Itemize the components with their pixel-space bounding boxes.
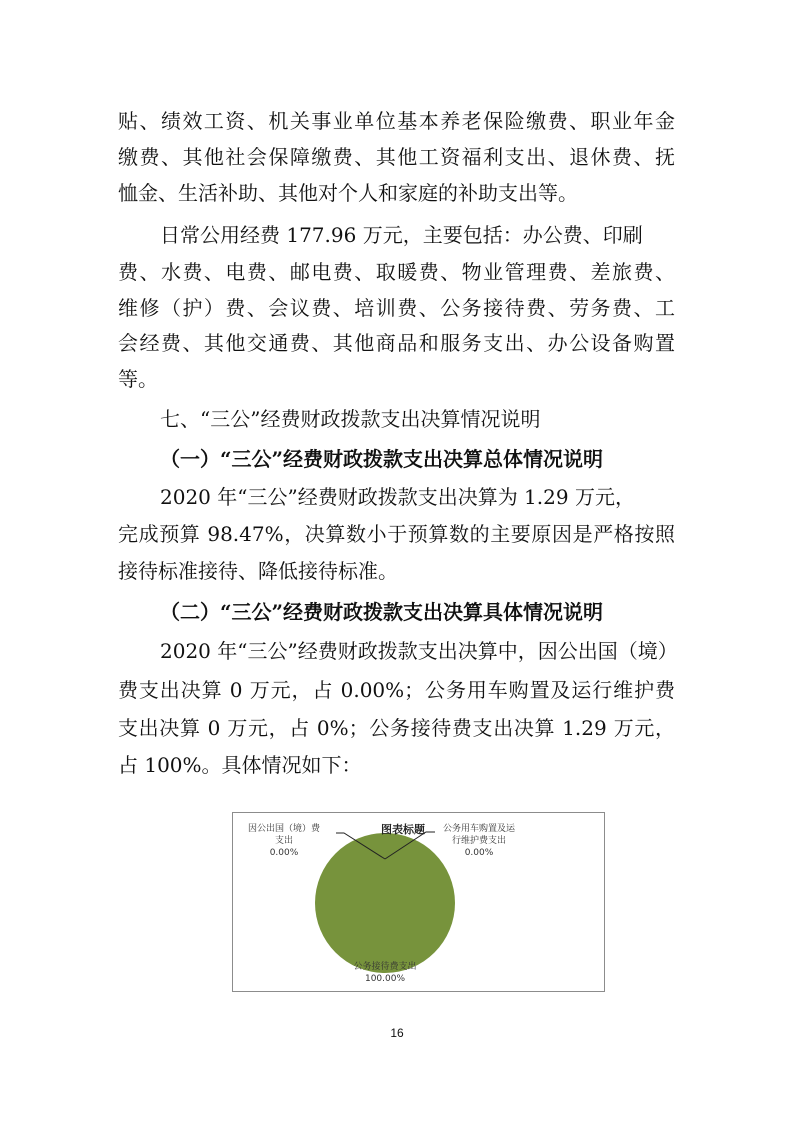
text-line: 日常公用经费 177.96 万元，主要包括：办公费、印刷 bbox=[160, 223, 643, 247]
section-heading: （二）“三公”经费财政拨款支出决算具体情况说明 bbox=[160, 600, 604, 624]
chart-title: 图表标题 bbox=[381, 823, 425, 836]
text-line: 费支出决算 0 万元，占 0.00%；公务用车购置及运行维护费 bbox=[118, 678, 675, 702]
text-line: 2020 年“三公”经费财政拨款支出决算中，因公出国（境） bbox=[160, 639, 678, 663]
text-line: 接待标准接待、降低接待标准。 bbox=[118, 559, 398, 583]
text-line: 缴费、其他社会保障缴费、其他工资福利支出、退休费、抚 bbox=[118, 145, 675, 169]
text-line: 恤金、生活补助、其他对个人和家庭的补助支出等。 bbox=[118, 181, 578, 205]
text-line: 2020 年“三公”经费财政拨款支出决算为 1.29 万元， bbox=[160, 485, 635, 509]
text-line: 维修（护）费、会议费、培训费、公务接待费、劳务费、工 bbox=[118, 296, 675, 320]
pie-chart bbox=[232, 812, 605, 992]
text-line: 占 100%。具体情况如下： bbox=[118, 753, 362, 777]
page-number: 16 bbox=[390, 1026, 404, 1040]
data-label-vehicle bbox=[433, 823, 525, 859]
label-line: 支出 bbox=[274, 836, 293, 846]
label-line: 公务用车购置及运 bbox=[442, 824, 515, 834]
text-line: 支出决算 0 万元，占 0%；公务接待费支出决算 1.29 万元， bbox=[118, 716, 675, 740]
section-heading: （一）“三公”经费财政拨款支出决算总体情况说明 bbox=[160, 447, 604, 471]
data-label-overseas bbox=[232, 823, 337, 859]
label-percent: 0.00% bbox=[269, 848, 299, 858]
text-line: 会经费、其他交通费、其他商品和服务支出、办公设备购置 bbox=[118, 331, 675, 355]
text-line: 费、水费、电费、邮电费、取暖费、物业管理费、差旅费、 bbox=[118, 260, 675, 284]
text-line: 完成预算 98.47%，决算数小于预算数的主要原因是严格按照 bbox=[118, 522, 675, 546]
text-line: 贴、绩效工资、机关事业单位基本养老保险缴费、职业年金 bbox=[118, 109, 675, 133]
label-line: 行维护费支出 bbox=[451, 836, 506, 846]
section-heading: 七、“三公”经费财政拨款支出决算情况说明 bbox=[160, 407, 541, 431]
label-line: 因公出国（境）费 bbox=[247, 824, 320, 834]
label-line: 公务接待费支出 bbox=[353, 962, 417, 972]
label-percent: 0.00% bbox=[464, 848, 494, 858]
data-label-hospitality bbox=[335, 961, 435, 985]
label-percent: 100.00% bbox=[364, 974, 406, 984]
text-line: 等。 bbox=[118, 367, 158, 391]
